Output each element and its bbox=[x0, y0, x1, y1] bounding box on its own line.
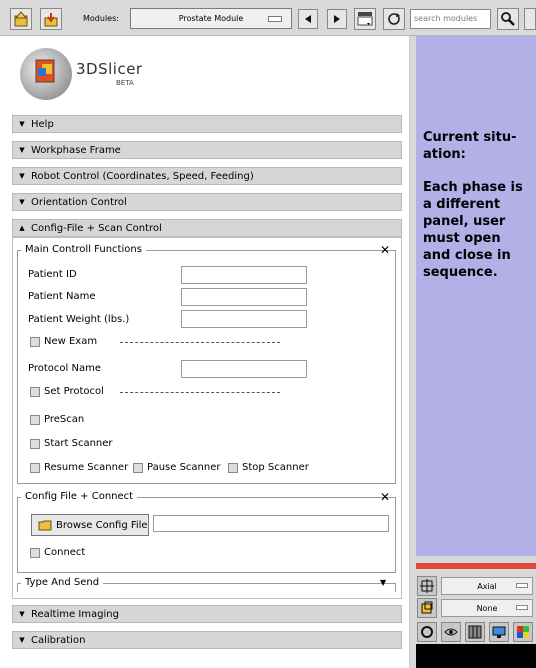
prescan-label: PreScan bbox=[44, 414, 85, 425]
section-robot-control[interactable] bbox=[12, 167, 402, 185]
new-exam-label: New Exam bbox=[44, 336, 98, 347]
grid-icon[interactable] bbox=[465, 622, 485, 642]
patient-id-label: Patient ID bbox=[28, 269, 77, 280]
layer-icon[interactable] bbox=[417, 598, 437, 618]
section-calibration-label: Calibration bbox=[31, 634, 86, 646]
note-line-1: Current situ- ation: bbox=[423, 130, 517, 162]
view1-select[interactable] bbox=[441, 577, 533, 595]
patient-id-input[interactable] bbox=[181, 266, 307, 284]
logo-title: 3DSlicer bbox=[76, 60, 143, 78]
pause-scanner-label: Pause Scanner bbox=[147, 462, 221, 473]
section-help-label: Help bbox=[31, 118, 54, 130]
close-icon[interactable]: ✕ bbox=[380, 490, 391, 504]
section-workphase-label: Workphase Frame bbox=[31, 144, 121, 156]
next-icon[interactable] bbox=[327, 9, 347, 29]
browse-config-button[interactable] bbox=[31, 514, 149, 536]
resume-scanner-checkbox[interactable] bbox=[30, 463, 40, 473]
collapse-arrow-icon: ▼ bbox=[19, 120, 25, 128]
close-icon[interactable]: ✕ bbox=[380, 243, 391, 257]
refresh-icon[interactable] bbox=[383, 8, 405, 30]
viewer-panel bbox=[410, 36, 536, 668]
section-workphase[interactable] bbox=[12, 141, 402, 159]
load-icon[interactable] bbox=[40, 8, 62, 30]
view2-value: None bbox=[476, 603, 498, 613]
slicer-logo-icon bbox=[12, 46, 76, 106]
config-connect-title: Config File + Connect bbox=[21, 491, 137, 502]
section-realtime-label: Realtime Imaging bbox=[31, 608, 119, 620]
eye-icon[interactable] bbox=[441, 622, 461, 642]
section-help[interactable] bbox=[12, 115, 402, 133]
search-input[interactable]: search modules bbox=[410, 9, 491, 29]
main-controls-title: Main Controll Functions bbox=[21, 244, 146, 255]
crosshair-icon[interactable] bbox=[417, 576, 437, 596]
module-select-value: Prostate Module bbox=[178, 14, 244, 23]
annotation-note bbox=[416, 36, 536, 556]
prescan-checkbox[interactable] bbox=[30, 415, 40, 425]
collapse-arrow-icon: ▼ bbox=[19, 172, 25, 180]
separator bbox=[120, 342, 280, 343]
start-scanner-checkbox[interactable] bbox=[30, 439, 40, 449]
chevron-down-icon bbox=[516, 605, 528, 610]
collapse-arrow-icon: ▼ bbox=[19, 610, 25, 618]
patient-name-label: Patient Name bbox=[28, 291, 96, 302]
set-protocol-checkbox[interactable] bbox=[30, 387, 40, 397]
section-config-scan[interactable] bbox=[12, 219, 402, 237]
section-config-scan-label: Config-File + Scan Control bbox=[31, 222, 162, 234]
view2-select[interactable] bbox=[441, 599, 533, 617]
collapse-arrow-icon: ▼ bbox=[19, 146, 25, 154]
connect-checkbox[interactable] bbox=[30, 548, 40, 558]
separator bbox=[120, 392, 280, 393]
stop-scanner-checkbox[interactable] bbox=[228, 463, 238, 473]
new-exam-checkbox[interactable] bbox=[30, 337, 40, 347]
protocol-name-input[interactable] bbox=[181, 360, 307, 378]
logo-subtitle: BETA bbox=[116, 79, 134, 87]
color-palette-icon[interactable] bbox=[513, 622, 533, 642]
layout-icon[interactable] bbox=[354, 8, 376, 30]
resume-scanner-label: Resume Scanner bbox=[44, 462, 129, 473]
toolbar bbox=[0, 0, 536, 36]
folder-icon bbox=[38, 519, 52, 531]
collapse-arrow-icon: ▼ bbox=[19, 636, 25, 644]
browse-config-label: Browse Config File bbox=[56, 519, 148, 531]
home-icon[interactable] bbox=[10, 8, 32, 30]
section-orientation-label: Orientation Control bbox=[31, 196, 127, 208]
link-icon[interactable] bbox=[417, 622, 437, 642]
note-line-2: Each phase is a different panel, user must open and close in sequence. bbox=[423, 180, 523, 280]
search-icon[interactable] bbox=[497, 8, 519, 30]
stop-scanner-label: Stop Scanner bbox=[242, 462, 309, 473]
chevron-down-icon[interactable]: ▼ bbox=[380, 578, 387, 587]
slice-viewer[interactable] bbox=[416, 644, 536, 668]
module-panel bbox=[0, 36, 410, 668]
patient-weight-label: Patient Weight (lbs.) bbox=[28, 314, 130, 325]
slice-view-bar bbox=[416, 563, 536, 569]
connect-label: Connect bbox=[44, 547, 86, 558]
home-icon[interactable] bbox=[524, 8, 536, 30]
protocol-name-label: Protocol Name bbox=[28, 363, 101, 374]
pause-scanner-checkbox[interactable] bbox=[133, 463, 143, 473]
section-calibration[interactable] bbox=[12, 631, 402, 649]
collapse-arrow-icon: ▼ bbox=[19, 198, 25, 206]
set-protocol-label: Set Protocol bbox=[44, 386, 104, 397]
section-orientation[interactable] bbox=[12, 193, 402, 211]
section-realtime-imaging[interactable] bbox=[12, 605, 402, 623]
expand-arrow-icon: ▲ bbox=[19, 224, 25, 232]
chevron-down-icon bbox=[268, 16, 282, 22]
view1-value: Axial bbox=[477, 581, 497, 591]
screen-icon[interactable] bbox=[489, 622, 509, 642]
config-file-path-input[interactable] bbox=[153, 515, 389, 532]
patient-weight-input[interactable] bbox=[181, 310, 307, 328]
app-logo bbox=[12, 46, 142, 106]
type-send-title: Type And Send bbox=[21, 577, 103, 588]
patient-name-input[interactable] bbox=[181, 288, 307, 306]
modules-label: Modules: bbox=[83, 14, 119, 23]
module-select[interactable] bbox=[130, 8, 292, 29]
section-robot-label: Robot Control (Coordinates, Speed, Feeding) bbox=[31, 170, 254, 182]
start-scanner-label: Start Scanner bbox=[44, 438, 113, 449]
prev-icon[interactable] bbox=[298, 9, 318, 29]
chevron-down-icon bbox=[516, 583, 528, 588]
